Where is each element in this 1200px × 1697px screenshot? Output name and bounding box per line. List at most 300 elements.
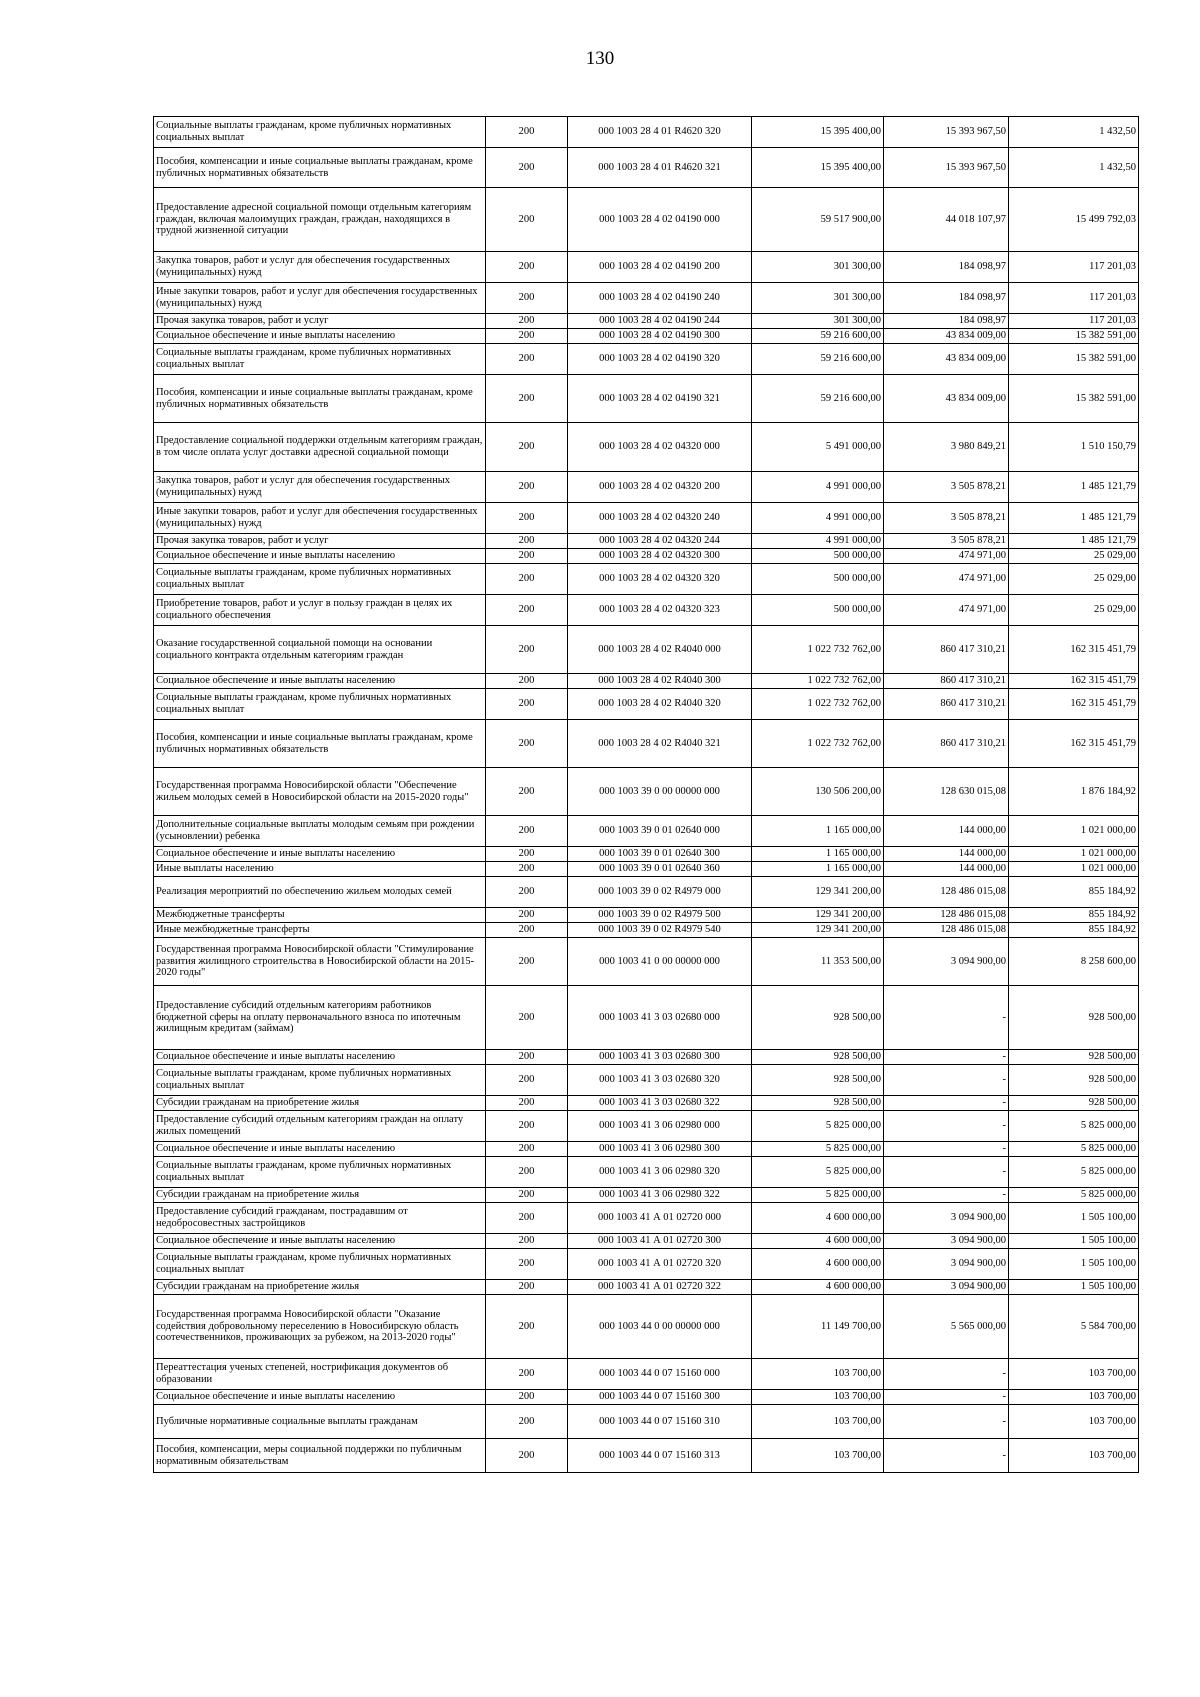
remainder-amount-cell: 928 500,00 — [1009, 986, 1139, 1050]
executed-amount-cell: 15 393 967,50 — [884, 148, 1009, 188]
admin-code-cell: 200 — [486, 1065, 568, 1096]
executed-amount-cell: 474 971,00 — [884, 549, 1009, 564]
remainder-amount-cell: 928 500,00 — [1009, 1065, 1139, 1096]
remainder-amount-cell: 1 432,50 — [1009, 148, 1139, 188]
remainder-amount-cell: 5 825 000,00 — [1009, 1111, 1139, 1142]
approved-amount-cell: 4 991 000,00 — [752, 534, 884, 549]
admin-code-cell: 200 — [486, 595, 568, 626]
budget-code-cell: 000 1003 39 0 02 R4979 000 — [568, 877, 752, 908]
admin-code-cell: 200 — [486, 1249, 568, 1280]
budget-code-cell: 000 1003 28 4 02 R4040 321 — [568, 720, 752, 768]
remainder-amount-cell: 1 021 000,00 — [1009, 862, 1139, 877]
approved-amount-cell: 301 300,00 — [752, 252, 884, 283]
row-name-cell: Социальное обеспечение и иные выплаты населению — [154, 1390, 486, 1405]
admin-code-cell: 200 — [486, 986, 568, 1050]
executed-amount-cell: 5 565 000,00 — [884, 1295, 1009, 1359]
row-name-cell: Социальное обеспечение и иные выплаты населению — [154, 549, 486, 564]
approved-amount-cell: 130 506 200,00 — [752, 768, 884, 816]
row-name-cell: Закупка товаров, работ и услуг для обеспечения государственных (муниципальных) нужд — [154, 252, 486, 283]
row-name-cell: Предоставление субсидий отдельным категориям граждан на оплату жилых помещений — [154, 1111, 486, 1142]
budget-code-cell: 000 1003 28 4 02 R4040 320 — [568, 689, 752, 720]
admin-code-cell: 200 — [486, 283, 568, 314]
remainder-amount-cell: 103 700,00 — [1009, 1390, 1139, 1405]
row-name-cell: Предоставление субсидий гражданам, пострадавшим от недобросовестных застройщиков — [154, 1203, 486, 1234]
budget-code-cell: 000 1003 39 0 02 R4979 540 — [568, 923, 752, 938]
remainder-amount-cell: 15 382 591,00 — [1009, 344, 1139, 375]
remainder-amount-cell: 5 825 000,00 — [1009, 1142, 1139, 1157]
admin-code-cell: 200 — [486, 1111, 568, 1142]
executed-amount-cell: - — [884, 1390, 1009, 1405]
budget-code-cell: 000 1003 28 4 02 R4040 300 — [568, 674, 752, 689]
approved-amount-cell: 11 149 700,00 — [752, 1295, 884, 1359]
table-row — [154, 847, 1139, 862]
budget-code-cell: 000 1003 39 0 01 02640 300 — [568, 847, 752, 862]
executed-amount-cell: 3 505 878,21 — [884, 472, 1009, 503]
remainder-amount-cell: 1 432,50 — [1009, 117, 1139, 148]
table-row — [154, 188, 1139, 252]
budget-code-cell: 000 1003 28 4 02 04190 200 — [568, 252, 752, 283]
approved-amount-cell: 129 341 200,00 — [752, 923, 884, 938]
executed-amount-cell: 128 486 015,08 — [884, 908, 1009, 923]
table-row — [154, 1359, 1139, 1390]
executed-amount-cell: 184 098,97 — [884, 252, 1009, 283]
row-name-cell: Иные выплаты населению — [154, 862, 486, 877]
table-row — [154, 1203, 1139, 1234]
table-row — [154, 1439, 1139, 1473]
budget-code-cell: 000 1003 44 0 07 15160 000 — [568, 1359, 752, 1390]
remainder-amount-cell: 103 700,00 — [1009, 1359, 1139, 1390]
admin-code-cell: 200 — [486, 1439, 568, 1473]
row-name-cell: Социальные выплаты гражданам, кроме публичных нормативных социальных выплат — [154, 344, 486, 375]
admin-code-cell: 200 — [486, 252, 568, 283]
approved-amount-cell: 59 517 900,00 — [752, 188, 884, 252]
remainder-amount-cell: 15 499 792,03 — [1009, 188, 1139, 252]
table-body — [154, 117, 1139, 1473]
budget-code-cell: 000 1003 28 4 02 04320 323 — [568, 595, 752, 626]
budget-execution-table — [153, 116, 1139, 1473]
remainder-amount-cell: 117 201,03 — [1009, 283, 1139, 314]
approved-amount-cell: 1 165 000,00 — [752, 847, 884, 862]
executed-amount-cell: 43 834 009,00 — [884, 375, 1009, 423]
remainder-amount-cell: 25 029,00 — [1009, 595, 1139, 626]
table-row — [154, 252, 1139, 283]
budget-code-cell: 000 1003 28 4 02 04320 000 — [568, 423, 752, 472]
table-row — [154, 1157, 1139, 1188]
table-row — [154, 1234, 1139, 1249]
remainder-amount-cell: 103 700,00 — [1009, 1439, 1139, 1473]
approved-amount-cell: 500 000,00 — [752, 595, 884, 626]
approved-amount-cell: 928 500,00 — [752, 1065, 884, 1096]
admin-code-cell: 200 — [486, 674, 568, 689]
row-name-cell: Межбюджетные трансферты — [154, 908, 486, 923]
table-row — [154, 534, 1139, 549]
budget-code-cell: 000 1003 28 4 02 04320 240 — [568, 503, 752, 534]
table-row — [154, 986, 1139, 1050]
remainder-amount-cell: 25 029,00 — [1009, 564, 1139, 595]
budget-code-cell: 000 1003 39 0 01 02640 000 — [568, 816, 752, 847]
table-row — [154, 283, 1139, 314]
row-name-cell: Предоставление субсидий отдельным категориям работников бюджетной сферы на оплату первоначального взноса по ипотечным жилищным кредитам (займам) — [154, 986, 486, 1050]
row-name-cell: Иные закупки товаров, работ и услуг для обеспечения государственных (муниципальных) нужд — [154, 283, 486, 314]
approved-amount-cell: 928 500,00 — [752, 1096, 884, 1111]
budget-code-cell: 000 1003 39 0 02 R4979 500 — [568, 908, 752, 923]
remainder-amount-cell: 15 382 591,00 — [1009, 329, 1139, 344]
executed-amount-cell: - — [884, 1157, 1009, 1188]
budget-code-cell: 000 1003 28 4 02 04190 321 — [568, 375, 752, 423]
table-row — [154, 148, 1139, 188]
remainder-amount-cell: 5 825 000,00 — [1009, 1188, 1139, 1203]
table-row — [154, 689, 1139, 720]
row-name-cell: Государственная программа Новосибирской области "Стимулирование развития жилищного строительства в Новосибирской области на 2015-2020 годы" — [154, 938, 486, 986]
budget-code-cell: 000 1003 41 3 03 02680 322 — [568, 1096, 752, 1111]
executed-amount-cell: 128 630 015,08 — [884, 768, 1009, 816]
admin-code-cell: 200 — [486, 689, 568, 720]
table-row — [154, 1188, 1139, 1203]
row-name-cell: Дополнительные социальные выплаты молодым семьям при рождении (усыновлении) ребенка — [154, 816, 486, 847]
admin-code-cell: 200 — [486, 117, 568, 148]
row-name-cell: Иные межбюджетные трансферты — [154, 923, 486, 938]
remainder-amount-cell: 5 825 000,00 — [1009, 1157, 1139, 1188]
budget-code-cell: 000 1003 28 4 02 R4040 000 — [568, 626, 752, 674]
approved-amount-cell: 11 353 500,00 — [752, 938, 884, 986]
admin-code-cell: 200 — [486, 1295, 568, 1359]
row-name-cell: Публичные нормативные социальные выплаты гражданам — [154, 1405, 486, 1439]
approved-amount-cell: 59 216 600,00 — [752, 375, 884, 423]
table-row — [154, 923, 1139, 938]
remainder-amount-cell: 8 258 600,00 — [1009, 938, 1139, 986]
executed-amount-cell: 128 486 015,08 — [884, 923, 1009, 938]
row-name-cell: Пособия, компенсации, меры социальной поддержки по публичным нормативным обязательствам — [154, 1439, 486, 1473]
row-name-cell: Социальное обеспечение и иные выплаты населению — [154, 1234, 486, 1249]
table-row — [154, 626, 1139, 674]
table-row — [154, 503, 1139, 534]
remainder-amount-cell: 1 485 121,79 — [1009, 503, 1139, 534]
remainder-amount-cell: 1 021 000,00 — [1009, 816, 1139, 847]
budget-code-cell: 000 1003 41 3 06 02980 322 — [568, 1188, 752, 1203]
row-name-cell: Социальные выплаты гражданам, кроме публичных нормативных социальных выплат — [154, 1157, 486, 1188]
executed-amount-cell: 184 098,97 — [884, 314, 1009, 329]
budget-code-cell: 000 1003 28 4 02 04190 000 — [568, 188, 752, 252]
executed-amount-cell: 3 094 900,00 — [884, 1234, 1009, 1249]
executed-amount-cell: 3 094 900,00 — [884, 1280, 1009, 1295]
executed-amount-cell: - — [884, 1111, 1009, 1142]
approved-amount-cell: 301 300,00 — [752, 314, 884, 329]
executed-amount-cell: - — [884, 1188, 1009, 1203]
executed-amount-cell: 44 018 107,97 — [884, 188, 1009, 252]
approved-amount-cell: 4 600 000,00 — [752, 1249, 884, 1280]
admin-code-cell: 200 — [486, 549, 568, 564]
executed-amount-cell: 3 505 878,21 — [884, 534, 1009, 549]
row-name-cell: Закупка товаров, работ и услуг для обеспечения государственных (муниципальных) нужд — [154, 472, 486, 503]
remainder-amount-cell: 162 315 451,79 — [1009, 626, 1139, 674]
budget-code-cell: 000 1003 41 3 06 02980 300 — [568, 1142, 752, 1157]
executed-amount-cell: 3 980 849,21 — [884, 423, 1009, 472]
approved-amount-cell: 129 341 200,00 — [752, 908, 884, 923]
table-row — [154, 344, 1139, 375]
admin-code-cell: 200 — [486, 1142, 568, 1157]
admin-code-cell: 200 — [486, 1096, 568, 1111]
budget-code-cell: 000 1003 41 А 01 02720 000 — [568, 1203, 752, 1234]
budget-code-cell: 000 1003 28 4 02 04190 320 — [568, 344, 752, 375]
approved-amount-cell: 500 000,00 — [752, 564, 884, 595]
admin-code-cell: 200 — [486, 564, 568, 595]
admin-code-cell: 200 — [486, 923, 568, 938]
row-name-cell: Предоставление социальной поддержки отдельным категориям граждан, в том числе оплата услуг доставки адресной социальной помощи — [154, 423, 486, 472]
budget-code-cell: 000 1003 28 4 02 04320 244 — [568, 534, 752, 549]
executed-amount-cell: 3 094 900,00 — [884, 1249, 1009, 1280]
executed-amount-cell: 3 094 900,00 — [884, 1203, 1009, 1234]
admin-code-cell: 200 — [486, 1050, 568, 1065]
row-name-cell: Прочая закупка товаров, работ и услуг — [154, 314, 486, 329]
budget-code-cell: 000 1003 28 4 01 R4620 321 — [568, 148, 752, 188]
executed-amount-cell: - — [884, 1405, 1009, 1439]
approved-amount-cell: 4 600 000,00 — [752, 1234, 884, 1249]
remainder-amount-cell: 855 184,92 — [1009, 908, 1139, 923]
approved-amount-cell: 1 165 000,00 — [752, 816, 884, 847]
remainder-amount-cell: 928 500,00 — [1009, 1096, 1139, 1111]
admin-code-cell: 200 — [486, 626, 568, 674]
budget-code-cell: 000 1003 28 4 02 04320 320 — [568, 564, 752, 595]
admin-code-cell: 200 — [486, 847, 568, 862]
approved-amount-cell: 1 022 732 762,00 — [752, 689, 884, 720]
admin-code-cell: 200 — [486, 1405, 568, 1439]
budget-code-cell: 000 1003 44 0 00 00000 000 — [568, 1295, 752, 1359]
table-row — [154, 117, 1139, 148]
table-row — [154, 472, 1139, 503]
table-row — [154, 1065, 1139, 1096]
executed-amount-cell: 43 834 009,00 — [884, 344, 1009, 375]
approved-amount-cell: 5 825 000,00 — [752, 1188, 884, 1203]
row-name-cell: Социальные выплаты гражданам, кроме публичных нормативных социальных выплат — [154, 1249, 486, 1280]
remainder-amount-cell: 1 510 150,79 — [1009, 423, 1139, 472]
remainder-amount-cell: 117 201,03 — [1009, 314, 1139, 329]
budget-code-cell: 000 1003 41 А 01 02720 300 — [568, 1234, 752, 1249]
admin-code-cell: 200 — [486, 188, 568, 252]
row-name-cell: Оказание государственной социальной помощи на основании социального контракта отдельным категориям граждан — [154, 626, 486, 674]
table-row — [154, 1096, 1139, 1111]
row-name-cell: Социальные выплаты гражданам, кроме публичных нормативных социальных выплат — [154, 1065, 486, 1096]
table-row — [154, 595, 1139, 626]
approved-amount-cell: 301 300,00 — [752, 283, 884, 314]
approved-amount-cell: 4 991 000,00 — [752, 503, 884, 534]
remainder-amount-cell: 1 505 100,00 — [1009, 1203, 1139, 1234]
remainder-amount-cell: 162 315 451,79 — [1009, 674, 1139, 689]
approved-amount-cell: 4 600 000,00 — [752, 1280, 884, 1295]
table-row — [154, 314, 1139, 329]
executed-amount-cell: - — [884, 1050, 1009, 1065]
row-name-cell: Социальные выплаты гражданам, кроме публичных нормативных социальных выплат — [154, 564, 486, 595]
admin-code-cell: 200 — [486, 1157, 568, 1188]
table-row — [154, 375, 1139, 423]
remainder-amount-cell: 117 201,03 — [1009, 252, 1139, 283]
table-row — [154, 1280, 1139, 1295]
admin-code-cell: 200 — [486, 329, 568, 344]
admin-code-cell: 200 — [486, 375, 568, 423]
approved-amount-cell: 1 022 732 762,00 — [752, 626, 884, 674]
budget-code-cell: 000 1003 28 4 02 04190 240 — [568, 283, 752, 314]
budget-code-cell: 000 1003 28 4 02 04190 300 — [568, 329, 752, 344]
approved-amount-cell: 103 700,00 — [752, 1359, 884, 1390]
budget-code-cell: 000 1003 41 3 03 02680 300 — [568, 1050, 752, 1065]
approved-amount-cell: 129 341 200,00 — [752, 877, 884, 908]
remainder-amount-cell: 103 700,00 — [1009, 1405, 1139, 1439]
admin-code-cell: 200 — [486, 1280, 568, 1295]
executed-amount-cell: - — [884, 1065, 1009, 1096]
remainder-amount-cell: 1 485 121,79 — [1009, 472, 1139, 503]
admin-code-cell: 200 — [486, 148, 568, 188]
admin-code-cell: 200 — [486, 534, 568, 549]
remainder-amount-cell: 162 315 451,79 — [1009, 689, 1139, 720]
executed-amount-cell: 860 417 310,21 — [884, 626, 1009, 674]
remainder-amount-cell: 1 505 100,00 — [1009, 1249, 1139, 1280]
budget-code-cell: 000 1003 39 0 00 00000 000 — [568, 768, 752, 816]
remainder-amount-cell: 1 505 100,00 — [1009, 1280, 1139, 1295]
table-row — [154, 1142, 1139, 1157]
row-name-cell: Социальное обеспечение и иные выплаты населению — [154, 329, 486, 344]
approved-amount-cell: 928 500,00 — [752, 986, 884, 1050]
admin-code-cell: 200 — [486, 344, 568, 375]
budget-code-cell: 000 1003 41 А 01 02720 322 — [568, 1280, 752, 1295]
budget-code-cell: 000 1003 44 0 07 15160 300 — [568, 1390, 752, 1405]
executed-amount-cell: - — [884, 1096, 1009, 1111]
table-row — [154, 1405, 1139, 1439]
row-name-cell: Социальное обеспечение и иные выплаты населению — [154, 1142, 486, 1157]
budget-code-cell: 000 1003 28 4 01 R4620 320 — [568, 117, 752, 148]
admin-code-cell: 200 — [486, 314, 568, 329]
executed-amount-cell: 15 393 967,50 — [884, 117, 1009, 148]
executed-amount-cell: 3 505 878,21 — [884, 503, 1009, 534]
approved-amount-cell: 928 500,00 — [752, 1050, 884, 1065]
row-name-cell: Субсидии гражданам на приобретение жилья — [154, 1280, 486, 1295]
admin-code-cell: 200 — [486, 720, 568, 768]
table-row — [154, 908, 1139, 923]
remainder-amount-cell: 25 029,00 — [1009, 549, 1139, 564]
admin-code-cell: 200 — [486, 503, 568, 534]
budget-code-cell: 000 1003 41 3 03 02680 320 — [568, 1065, 752, 1096]
table-row — [154, 816, 1139, 847]
approved-amount-cell: 1 165 000,00 — [752, 862, 884, 877]
approved-amount-cell: 1 022 732 762,00 — [752, 720, 884, 768]
admin-code-cell: 200 — [486, 1390, 568, 1405]
admin-code-cell: 200 — [486, 938, 568, 986]
budget-code-cell: 000 1003 41 0 00 00000 000 — [568, 938, 752, 986]
budget-code-cell: 000 1003 41 3 06 02980 000 — [568, 1111, 752, 1142]
table-row — [154, 1390, 1139, 1405]
executed-amount-cell: 474 971,00 — [884, 595, 1009, 626]
row-name-cell: Социальное обеспечение и иные выплаты населению — [154, 674, 486, 689]
row-name-cell: Прочая закупка товаров, работ и услуг — [154, 534, 486, 549]
table-row — [154, 1295, 1139, 1359]
table-row — [154, 549, 1139, 564]
remainder-amount-cell: 5 584 700,00 — [1009, 1295, 1139, 1359]
approved-amount-cell: 1 022 732 762,00 — [752, 674, 884, 689]
executed-amount-cell: 860 417 310,21 — [884, 689, 1009, 720]
table-row — [154, 720, 1139, 768]
approved-amount-cell: 4 991 000,00 — [752, 472, 884, 503]
row-name-cell: Иные закупки товаров, работ и услуг для обеспечения государственных (муниципальных) нужд — [154, 503, 486, 534]
row-name-cell: Социальные выплаты гражданам, кроме публичных нормативных социальных выплат — [154, 117, 486, 148]
remainder-amount-cell: 855 184,92 — [1009, 923, 1139, 938]
admin-code-cell: 200 — [486, 816, 568, 847]
table-row — [154, 1111, 1139, 1142]
approved-amount-cell: 59 216 600,00 — [752, 344, 884, 375]
table-row — [154, 877, 1139, 908]
row-name-cell: Приобретение товаров, работ и услуг в пользу граждан в целях их социального обеспечения — [154, 595, 486, 626]
budget-code-cell: 000 1003 41 3 03 02680 000 — [568, 986, 752, 1050]
admin-code-cell: 200 — [486, 423, 568, 472]
row-name-cell: Субсидии гражданам на приобретение жилья — [154, 1096, 486, 1111]
admin-code-cell: 200 — [486, 472, 568, 503]
executed-amount-cell: 860 417 310,21 — [884, 674, 1009, 689]
approved-amount-cell: 103 700,00 — [752, 1439, 884, 1473]
executed-amount-cell: 128 486 015,08 — [884, 877, 1009, 908]
table-row — [154, 768, 1139, 816]
remainder-amount-cell: 1 485 121,79 — [1009, 534, 1139, 549]
admin-code-cell: 200 — [486, 768, 568, 816]
approved-amount-cell: 15 395 400,00 — [752, 148, 884, 188]
executed-amount-cell: 144 000,00 — [884, 862, 1009, 877]
row-name-cell: Государственная программа Новосибирской области "Обеспечение жильем молодых семей в Новосибирской области на 2015-2020 годы" — [154, 768, 486, 816]
row-name-cell: Социальные выплаты гражданам, кроме публичных нормативных социальных выплат — [154, 689, 486, 720]
approved-amount-cell: 59 216 600,00 — [752, 329, 884, 344]
row-name-cell: Социальное обеспечение и иные выплаты населению — [154, 1050, 486, 1065]
remainder-amount-cell: 855 184,92 — [1009, 877, 1139, 908]
approved-amount-cell: 103 700,00 — [752, 1405, 884, 1439]
row-name-cell: Пособия, компенсации и иные социальные выплаты гражданам, кроме публичных нормативных обязательств — [154, 148, 486, 188]
executed-amount-cell: - — [884, 1439, 1009, 1473]
budget-code-cell: 000 1003 28 4 02 04320 200 — [568, 472, 752, 503]
row-name-cell: Реализация мероприятий по обеспечению жильем молодых семей — [154, 877, 486, 908]
remainder-amount-cell: 1 505 100,00 — [1009, 1234, 1139, 1249]
approved-amount-cell: 103 700,00 — [752, 1390, 884, 1405]
admin-code-cell: 200 — [486, 877, 568, 908]
admin-code-cell: 200 — [486, 1203, 568, 1234]
table-row — [154, 423, 1139, 472]
table-row — [154, 1050, 1139, 1065]
approved-amount-cell: 5 825 000,00 — [752, 1157, 884, 1188]
row-name-cell: Пособия, компенсации и иные социальные выплаты гражданам, кроме публичных нормативных обязательств — [154, 720, 486, 768]
budget-code-cell: 000 1003 44 0 07 15160 313 — [568, 1439, 752, 1473]
table-row — [154, 564, 1139, 595]
admin-code-cell: 200 — [486, 862, 568, 877]
approved-amount-cell: 15 395 400,00 — [752, 117, 884, 148]
admin-code-cell: 200 — [486, 1188, 568, 1203]
table-row — [154, 329, 1139, 344]
row-name-cell: Пособия, компенсации и иные социальные выплаты гражданам, кроме публичных нормативных обязательств — [154, 375, 486, 423]
remainder-amount-cell: 15 382 591,00 — [1009, 375, 1139, 423]
remainder-amount-cell: 928 500,00 — [1009, 1050, 1139, 1065]
table-row — [154, 1249, 1139, 1280]
budget-code-cell: 000 1003 28 4 02 04190 244 — [568, 314, 752, 329]
executed-amount-cell: - — [884, 986, 1009, 1050]
budget-code-cell: 000 1003 39 0 01 02640 360 — [568, 862, 752, 877]
executed-amount-cell: 3 094 900,00 — [884, 938, 1009, 986]
approved-amount-cell: 5 491 000,00 — [752, 423, 884, 472]
executed-amount-cell: 144 000,00 — [884, 816, 1009, 847]
remainder-amount-cell: 1 021 000,00 — [1009, 847, 1139, 862]
executed-amount-cell: - — [884, 1359, 1009, 1390]
row-name-cell: Государственная программа Новосибирской области "Оказание содействия добровольному переселению в Новосибирскую область соотечественников, проживающих за рубежом, на 2013-2020 годы" — [154, 1295, 486, 1359]
table-row — [154, 938, 1139, 986]
admin-code-cell: 200 — [486, 1359, 568, 1390]
executed-amount-cell: - — [884, 1142, 1009, 1157]
approved-amount-cell: 500 000,00 — [752, 549, 884, 564]
executed-amount-cell: 860 417 310,21 — [884, 720, 1009, 768]
remainder-amount-cell: 162 315 451,79 — [1009, 720, 1139, 768]
page-number: 130 — [585, 48, 615, 69]
approved-amount-cell: 4 600 000,00 — [752, 1203, 884, 1234]
approved-amount-cell: 5 825 000,00 — [752, 1142, 884, 1157]
